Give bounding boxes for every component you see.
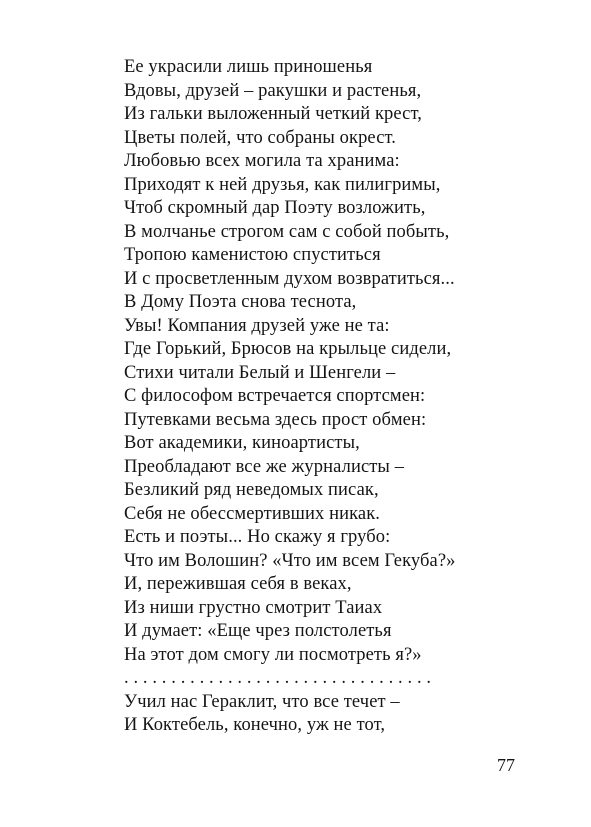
poem-line: И думает: «Еще чрез полстолетья — [124, 621, 392, 641]
poem-line: Любовью всех могила та хранима: — [124, 151, 400, 171]
poem-line: С философом встречается спортсмен: — [124, 386, 426, 406]
poem-line: Цветы полей, что собраны окрест. — [124, 127, 397, 148]
poem-line: На этот дом смогу ли посмотреть я?» — [124, 644, 422, 665]
poem-line: Ее украсили лишь приношенья — [124, 57, 373, 77]
poem-line: Вот академики, киноартисты, — [124, 433, 360, 453]
poem-line: Из гальки выложенный четкий крест, — [124, 104, 422, 124]
poem-line: В Дому Поэта снова теснота, — [124, 292, 357, 312]
poem-line: И с просветленным духом возвратиться... — [124, 268, 455, 289]
poem-line: Преобладают все же журналисты – — [124, 456, 405, 477]
poem-line: И, пережившая себя в веках, — [124, 574, 352, 594]
poem-line: В молчанье строгом сам с собой побыть, — [124, 221, 450, 242]
poem-line: Где Горький, Брюсов на крыльце сидели, — [124, 339, 452, 359]
poem-line: Что им Волошин? «Что им всем Гекуба?» — [124, 550, 456, 571]
poem-line: Себя не обессмертивших никак. — [124, 503, 381, 524]
page-number: 77 — [497, 755, 515, 775]
poem-line: Из ниши грустно смотрит Таиах — [124, 597, 383, 618]
poem-line: Учил нас Гераклит, что все течет – — [124, 691, 400, 712]
poem-line: И Коктебель, конечно, уж не тот, — [124, 715, 386, 735]
poem-line: Увы! Компания друзей уже не та: — [124, 315, 390, 336]
poem-text — [124, 56, 456, 738]
poem-line: Стихи читали Белый и Шенгели – — [124, 362, 396, 383]
poem-line: Чтоб скромный дар Поэту возложить, — [124, 198, 426, 218]
poem-line: Тропою каменистою спуститься — [124, 245, 381, 265]
poem-line: Путевками весьма здесь прост обмен: — [124, 409, 427, 430]
poem-line: Безликий ряд неведомых писак, — [124, 480, 379, 500]
poem-line: Есть и поэты... Но скажу я грубо: — [124, 527, 391, 547]
poem-line: . . . . . . . . . . . . . . . . . . . . . . . . . . . . . . . . . — [124, 668, 432, 688]
poem-line: Приходят к ней друзья, как пилигримы, — [124, 174, 441, 195]
poem-line: Вдовы, друзей – ракушки и растенья, — [124, 80, 422, 101]
